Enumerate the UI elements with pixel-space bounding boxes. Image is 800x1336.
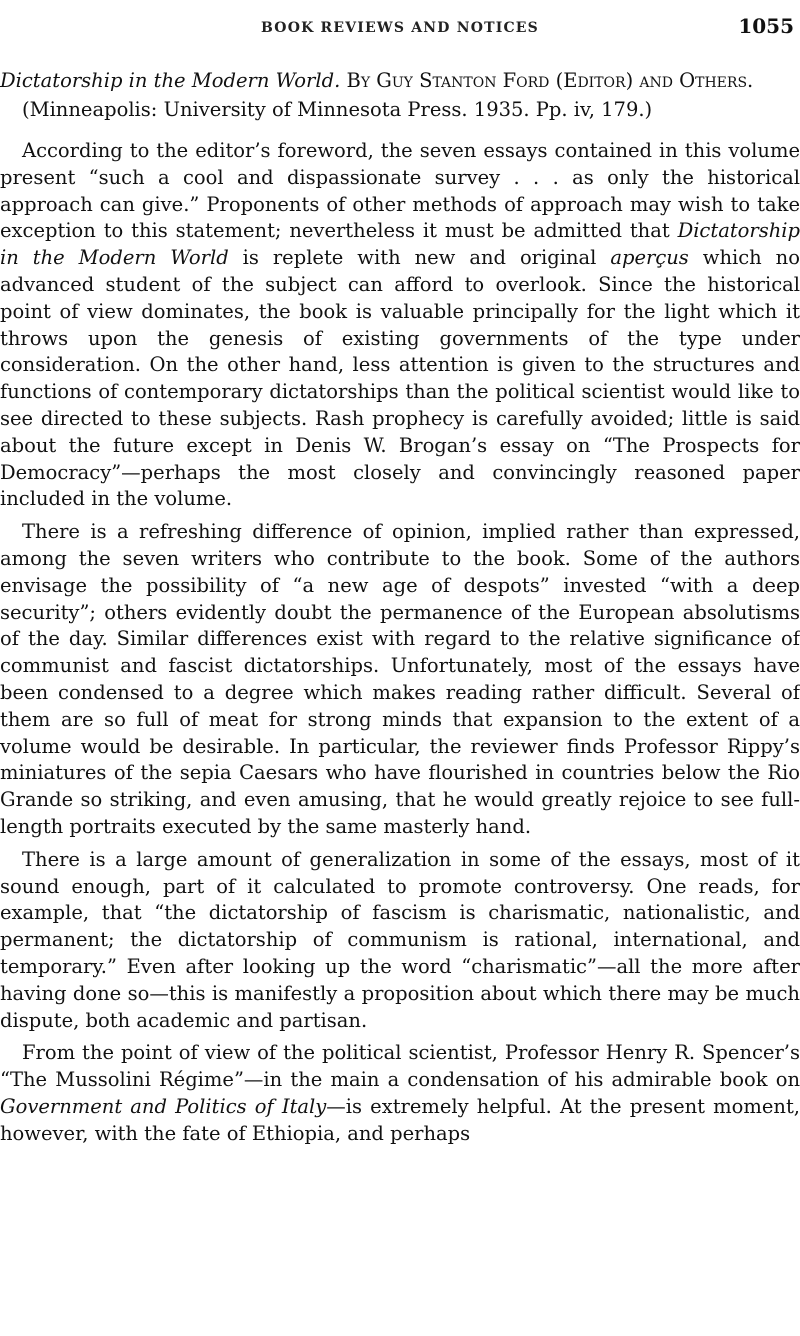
p1-italic-apercus: aperçus <box>610 246 689 270</box>
page-number: 1055 <box>738 14 794 38</box>
book-title: Dictatorship in the Modern World. <box>0 69 341 92</box>
running-title: BOOK REVIEWS AND NOTICES <box>261 20 539 36</box>
paragraph-2: There is a refreshing difference of opinion, implied rather than expressed, among the seven writers who contribute to the book. Some of the authors envisage the possibility of “a new age of despots” invested “with a deep security”; others evidently doubt the permanence of the European absolutisms of the day. Similar differences exist with regard to the relative significance of communist and fascist dictatorships. Unfortunately, most of the essays have been condensed to a degree which makes reading rather difficult. Several of them are so full of meat for strong minds that expansion to the extent of a volume would be desirable. In particular, the reviewer finds Professor Rippy’s miniatures of the sepia Caesars who have flourished in countries below the Rio Grande so striking, and even amusing, that he would greatly rejoice to see full-length portraits executed by the same masterly hand. <box>0 520 800 838</box>
p1-italic-title: Dictatorship in the Modern World <box>0 219 800 270</box>
p4-text-b: —is extremely helpful. At the present moment, however, with the fate of Ethiopia, and perhaps <box>0 1094 800 1145</box>
review-text <box>0 66 800 1147</box>
p4-italic-book: Government and Politics of Italy <box>0 1094 327 1118</box>
publication-info: (Minneapolis: University of Minnesota Press. 1935. Pp. iv, 179.) <box>22 98 653 121</box>
p1-text-c: which no advanced student of the subject can afford to overlook. Since the historical point of view dominates, the book is valuable principally for the light which it throws upon the genesis of existing governments of the type under consideration. On the other hand, less attention is given to the structures and functions of contemporary dictatorships than the political scientist would like to see directed to these subjects. Rash prophecy is carefully avoided; little is said about the future except in Denis W. Brogan’s essay on “The Prospects for Democracy”—perhaps the most closely and convincingly reasoned paper included in the volume. <box>0 246 800 511</box>
running-head <box>0 14 800 38</box>
paragraph-1 <box>0 138 800 513</box>
p1-text-a: According to the editor’s foreword, the seven essays contained in this volume present “such a cool and dispassionate survey . . . as only the historical approach can give.” Proponents of other methods of approach may wish to take exception to this statement; nevertheless it must be admitted that <box>0 139 800 243</box>
p4-text-a: From the point of view of the political scientist, Professor Henry R. Spencer’s “The Mussolini Régime”—in the main a condensation of his admirable book on <box>0 1041 800 1092</box>
paragraph-4 <box>0 1040 800 1147</box>
paragraph-3: There is a large amount of generalization in some of the essays, most of it sound enough, part of it calculated to promote controversy. One reads, for example, that “the dictatorship of fascism is charismatic, nationalistic, and permanent; the dictatorship of communism is rational, international, and temporary.” Even after looking up the word “charismatic”—all the more after having done so—this is manifestly a proposition about which there may be much dispute, both academic and partisan. <box>0 847 800 1032</box>
book-author: Guy Stanton Ford (Editor) and Others. <box>376 69 754 92</box>
book-citation <box>0 66 800 124</box>
p1-text-b: is replete with new and original <box>228 246 611 270</box>
citation-by: By <box>346 69 371 92</box>
